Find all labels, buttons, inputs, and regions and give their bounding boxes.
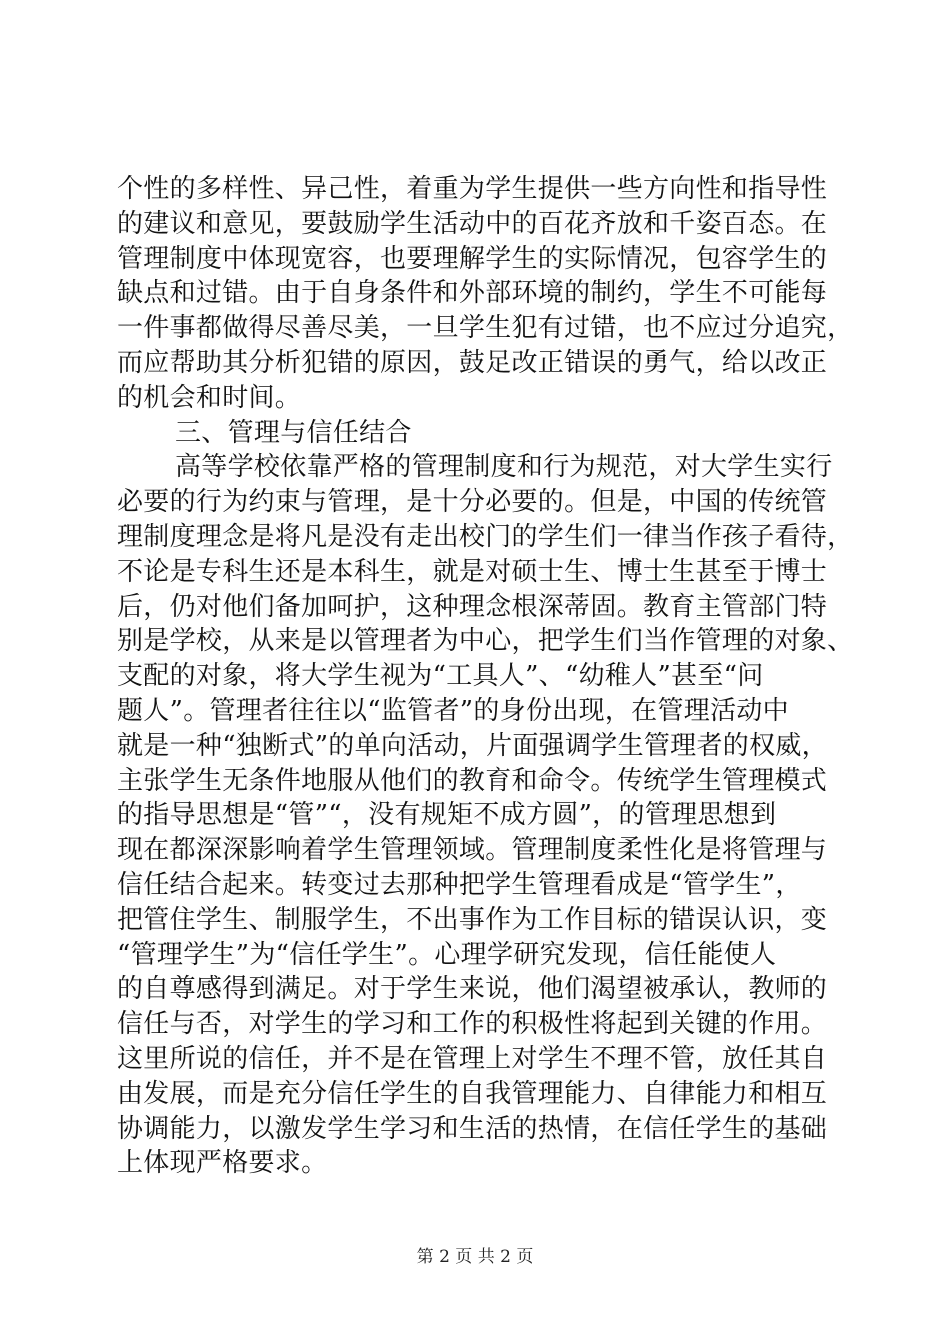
text-line: 理制度理念是将凡是没有走出校门的学生们一律当作孩子看待， bbox=[117, 521, 854, 552]
text-line: 的建议和意见，要鼓励学生活动中的百花齐放和千姿百态。在 bbox=[117, 208, 828, 239]
text-line: 主张学生无条件地服从他们的教育和命令。传统学生管理模式 bbox=[117, 765, 828, 796]
text-line: 由发展，而是充分信任学生的自我管理能力、自律能力和相互 bbox=[117, 1078, 828, 1109]
text-line: 把管住学生、制服学生，不出事作为工作目标的错误认识，变 bbox=[117, 904, 828, 935]
text-line: 就是一种“独断式”的单向活动，片面强调学生管理者的权威， bbox=[117, 730, 828, 761]
text-line: 个性的多样性、异己性，着重为学生提供一些方向性和指导性 bbox=[117, 174, 828, 204]
text-line: 一件事都做得尽善尽美，一旦学生犯有过错，也不应过分追究， bbox=[117, 313, 854, 344]
text-line: 高等学校依靠严格的管理制度和行为规范，对大学生实行 bbox=[175, 452, 833, 483]
text-line: 后，仍对他们备加呵护，这种理念根深蒂固。教育主管部门特 bbox=[117, 591, 828, 622]
paragraph-1 bbox=[117, 172, 854, 416]
text-line: 上体现严格要求。 bbox=[117, 1148, 328, 1179]
page-number-footer: 第 2 页 共 2 页 bbox=[416, 1247, 534, 1267]
text-line: 支配的对象，将大学生视为“工具人”、“幼稚人”甚至“问 bbox=[117, 661, 764, 692]
text-line: 的自尊感得到满足。对于学生来说，他们渴望被承认，教师的 bbox=[117, 974, 828, 1005]
text-line: 的机会和时间。 bbox=[117, 382, 302, 413]
text-line: 这里所说的信任，并不是在管理上对学生不理不管，放任其自 bbox=[117, 1043, 828, 1074]
text-line: 信任与否，对学生的学习和工作的积极性将起到关键的作用。 bbox=[117, 1009, 828, 1040]
text-line: 的指导思想是“管”“，没有规矩不成方圆”，的管理思想到 bbox=[117, 800, 777, 831]
text-line: 不论是专科生还是本科生，就是对硕士生、博士生甚至于博士 bbox=[117, 556, 828, 587]
text-line: 信任结合起来。转变过去那种把学生管理看成是“管学生”， bbox=[117, 869, 802, 900]
text-line: 必要的行为约束与管理，是十分必要的。但是，中国的传统管 bbox=[117, 487, 828, 518]
text-line: 缺点和过错。由于自身条件和外部环境的制约，学生不可能每 bbox=[117, 278, 828, 309]
section-heading: 三、管理与信任结合 bbox=[175, 417, 412, 448]
text-line: 而应帮助其分析犯错的原因，鼓足改正错误的勇气，给以改正 bbox=[117, 347, 828, 378]
text-line: 管理制度中体现宽容，也要理解学生的实际情况，包容学生的 bbox=[117, 243, 828, 274]
text-line: 题人”。管理者往往以“监管者”的身份出现，在管理活动中 bbox=[117, 695, 789, 726]
paragraph-2 bbox=[117, 450, 854, 1181]
text-line: “管理学生”为“信任学生”。心理学研究发现，信任能使人 bbox=[117, 939, 777, 970]
text-line: 协调能力，以激发学生学习和生活的热情，在信任学生的基础 bbox=[117, 1113, 828, 1144]
text-line: 现在都深深影响着学生管理领域。管理制度柔性化是将管理与 bbox=[117, 835, 828, 866]
document-body bbox=[117, 172, 854, 1181]
text-line: 别是学校，从来是以管理者为中心，把学生们当作管理的对象、 bbox=[117, 626, 854, 657]
